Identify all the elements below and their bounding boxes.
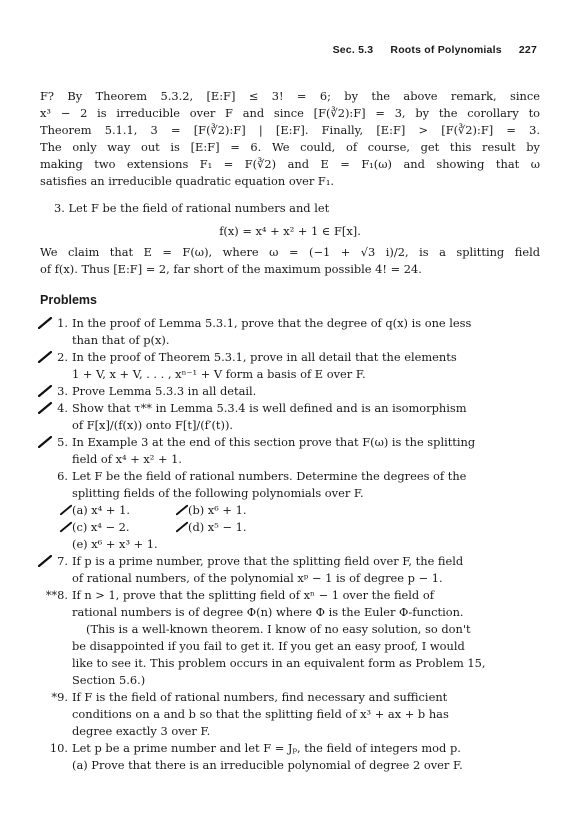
example-formula: f(x) = x⁴ + x² + 1 ∈ F[x]. — [219, 224, 361, 238]
problem-1 — [40, 315, 540, 349]
problem-8 — [40, 587, 540, 689]
problem-text: degree exactly 3 over F. — [72, 724, 211, 738]
checkmark-icon — [176, 504, 188, 516]
example-3 — [40, 200, 540, 278]
problem-text: 1 + V, x + V, . . . , xⁿ⁻¹ + V form a basis of E over F. — [72, 367, 366, 381]
problem-text: of rational numbers, of the polynomial xᵖ − 1 is of degree p − 1. — [72, 571, 443, 585]
problem-number: *9. — [51, 690, 68, 704]
problem-number: **8. — [45, 588, 68, 602]
problem-text: Show that τ** in Lemma 5.3.4 is well defined and is an isomorphism — [72, 401, 467, 415]
checkmark-icon — [60, 504, 72, 516]
problem-number: 6. — [57, 469, 68, 483]
sub-item-e: (e) x⁶ + x³ + 1. — [72, 537, 158, 551]
text-line: making two extensions F₁ = F(∛2) and E = F₁(ω) and showing that ω — [40, 157, 540, 171]
example-paragraph — [40, 244, 540, 278]
problem-note: Section 5.6.) — [72, 673, 146, 687]
problem-6 — [40, 468, 540, 502]
sub-item-d: (d) x⁵ − 1. — [188, 520, 247, 534]
problem-text: Prove Lemma 5.3.3 in all detail. — [72, 384, 257, 398]
text-line: The only way out is [E:F] = 6. We could, of course, get this result by — [40, 140, 540, 154]
problem-text: than that of p(x). — [72, 333, 170, 347]
problem-number: 2. — [57, 350, 68, 364]
text-line: Theorem 5.1.1, 3 = [F(∛2):F] | [E:F]. Finally, [E:F] > [F(∛2):F] = 3. — [40, 123, 540, 137]
checkmark-icon — [60, 521, 72, 533]
text-line: of f(x). Thus [E:F] = 2, far short of the maximum possible 4! = 24. — [40, 262, 422, 276]
problem-number: 10. — [49, 741, 68, 755]
problem-9 — [40, 689, 540, 740]
running-header — [319, 44, 537, 56]
text-line: x³ − 2 is irreducible over F and since [F(∛2):F] = 3, by the corollary to — [40, 106, 540, 120]
problem-number: 5. — [57, 435, 68, 449]
sub-item-b: (b) x⁶ + 1. — [188, 503, 247, 517]
intro-paragraph — [40, 88, 540, 190]
problem-text: (a) Prove that there is an irreducible polynomial of degree 2 over F. — [72, 758, 463, 772]
problem-10 — [40, 740, 540, 774]
section-label: Sec. 5.3 — [332, 44, 374, 56]
problem-text: In the proof of Lemma 5.3.1, prove that the degree of q(x) is one less — [72, 316, 472, 330]
text-line: satisfies an irreducible quadratic equation over F₁. — [40, 174, 335, 188]
problem-text: conditions on a and b so that the splitting field of x³ + ax + b has — [72, 707, 449, 721]
problem-note: be disappointed if you fail to get it. If you get an easy proof, I would — [72, 639, 465, 653]
problem-note: like to see it. This problem occurs in an equivalent form as Problem 15, — [72, 656, 486, 670]
sub-item-c: (c) x⁴ − 2. — [72, 520, 130, 534]
section-title: Roots of Polynomials — [390, 44, 502, 56]
problem-2 — [40, 349, 540, 383]
page-body — [40, 88, 540, 774]
problem-7 — [40, 553, 540, 587]
problem-text: splitting fields of the following polynomials over F. — [72, 486, 364, 500]
problem-5 — [40, 434, 540, 468]
problems-heading: Problems — [40, 293, 97, 307]
problem-4 — [40, 400, 540, 434]
text-line: We claim that E = F(ω), where ω = (−1 + √3 i)/2, is a splitting field — [40, 245, 540, 259]
sub-items-row-3 — [40, 536, 540, 553]
problem-text: Let F be the field of rational numbers. Determine the degrees of the — [72, 469, 467, 483]
sub-items-row-1 — [40, 502, 540, 519]
problem-number: 1. — [57, 316, 68, 330]
problem-list — [40, 315, 540, 774]
problem-note: (This is a well-known theorem. I know of no easy solution, so don't — [86, 622, 471, 636]
problem-text: Let p be a prime number and let F = Jₚ, the field of integers mod p. — [72, 741, 461, 755]
problem-number: 3. — [57, 384, 68, 398]
text-line: F? By Theorem 5.3.2, [E:F] ≤ 3! = 6; by the above remark, since — [40, 89, 540, 103]
problem-text: If F is the field of rational numbers, find necessary and sufficient — [72, 690, 448, 704]
problem-number: 4. — [57, 401, 68, 415]
sub-items-row-2 — [40, 519, 540, 536]
problem-text: In Example 3 at the end of this section prove that F(ω) is the splitting — [72, 435, 476, 449]
problem-text: If n > 1, prove that the splitting field of xⁿ − 1 over the field of — [72, 588, 434, 602]
checkmark-icon — [176, 521, 188, 533]
example-lead: 3. Let F be the field of rational numbers and let — [54, 201, 330, 215]
problem-text: field of x⁴ + x² + 1. — [72, 452, 183, 466]
problem-text: of F[x]/(f(x)) onto F[t]/(f′(t)). — [72, 418, 234, 432]
problem-text: rational numbers is of degree Φ(n) where Φ is the Euler Φ-function. — [72, 605, 464, 619]
problem-text: In the proof of Theorem 5.3.1, prove in all detail that the elements — [72, 350, 457, 364]
sub-item-a: (a) x⁴ + 1. — [72, 503, 130, 517]
problem-number: 7. — [57, 554, 68, 568]
problem-text: If p is a prime number, prove that the splitting field over F, the field — [72, 554, 464, 568]
problem-3 — [40, 383, 540, 400]
page-number: 227 — [518, 44, 537, 56]
